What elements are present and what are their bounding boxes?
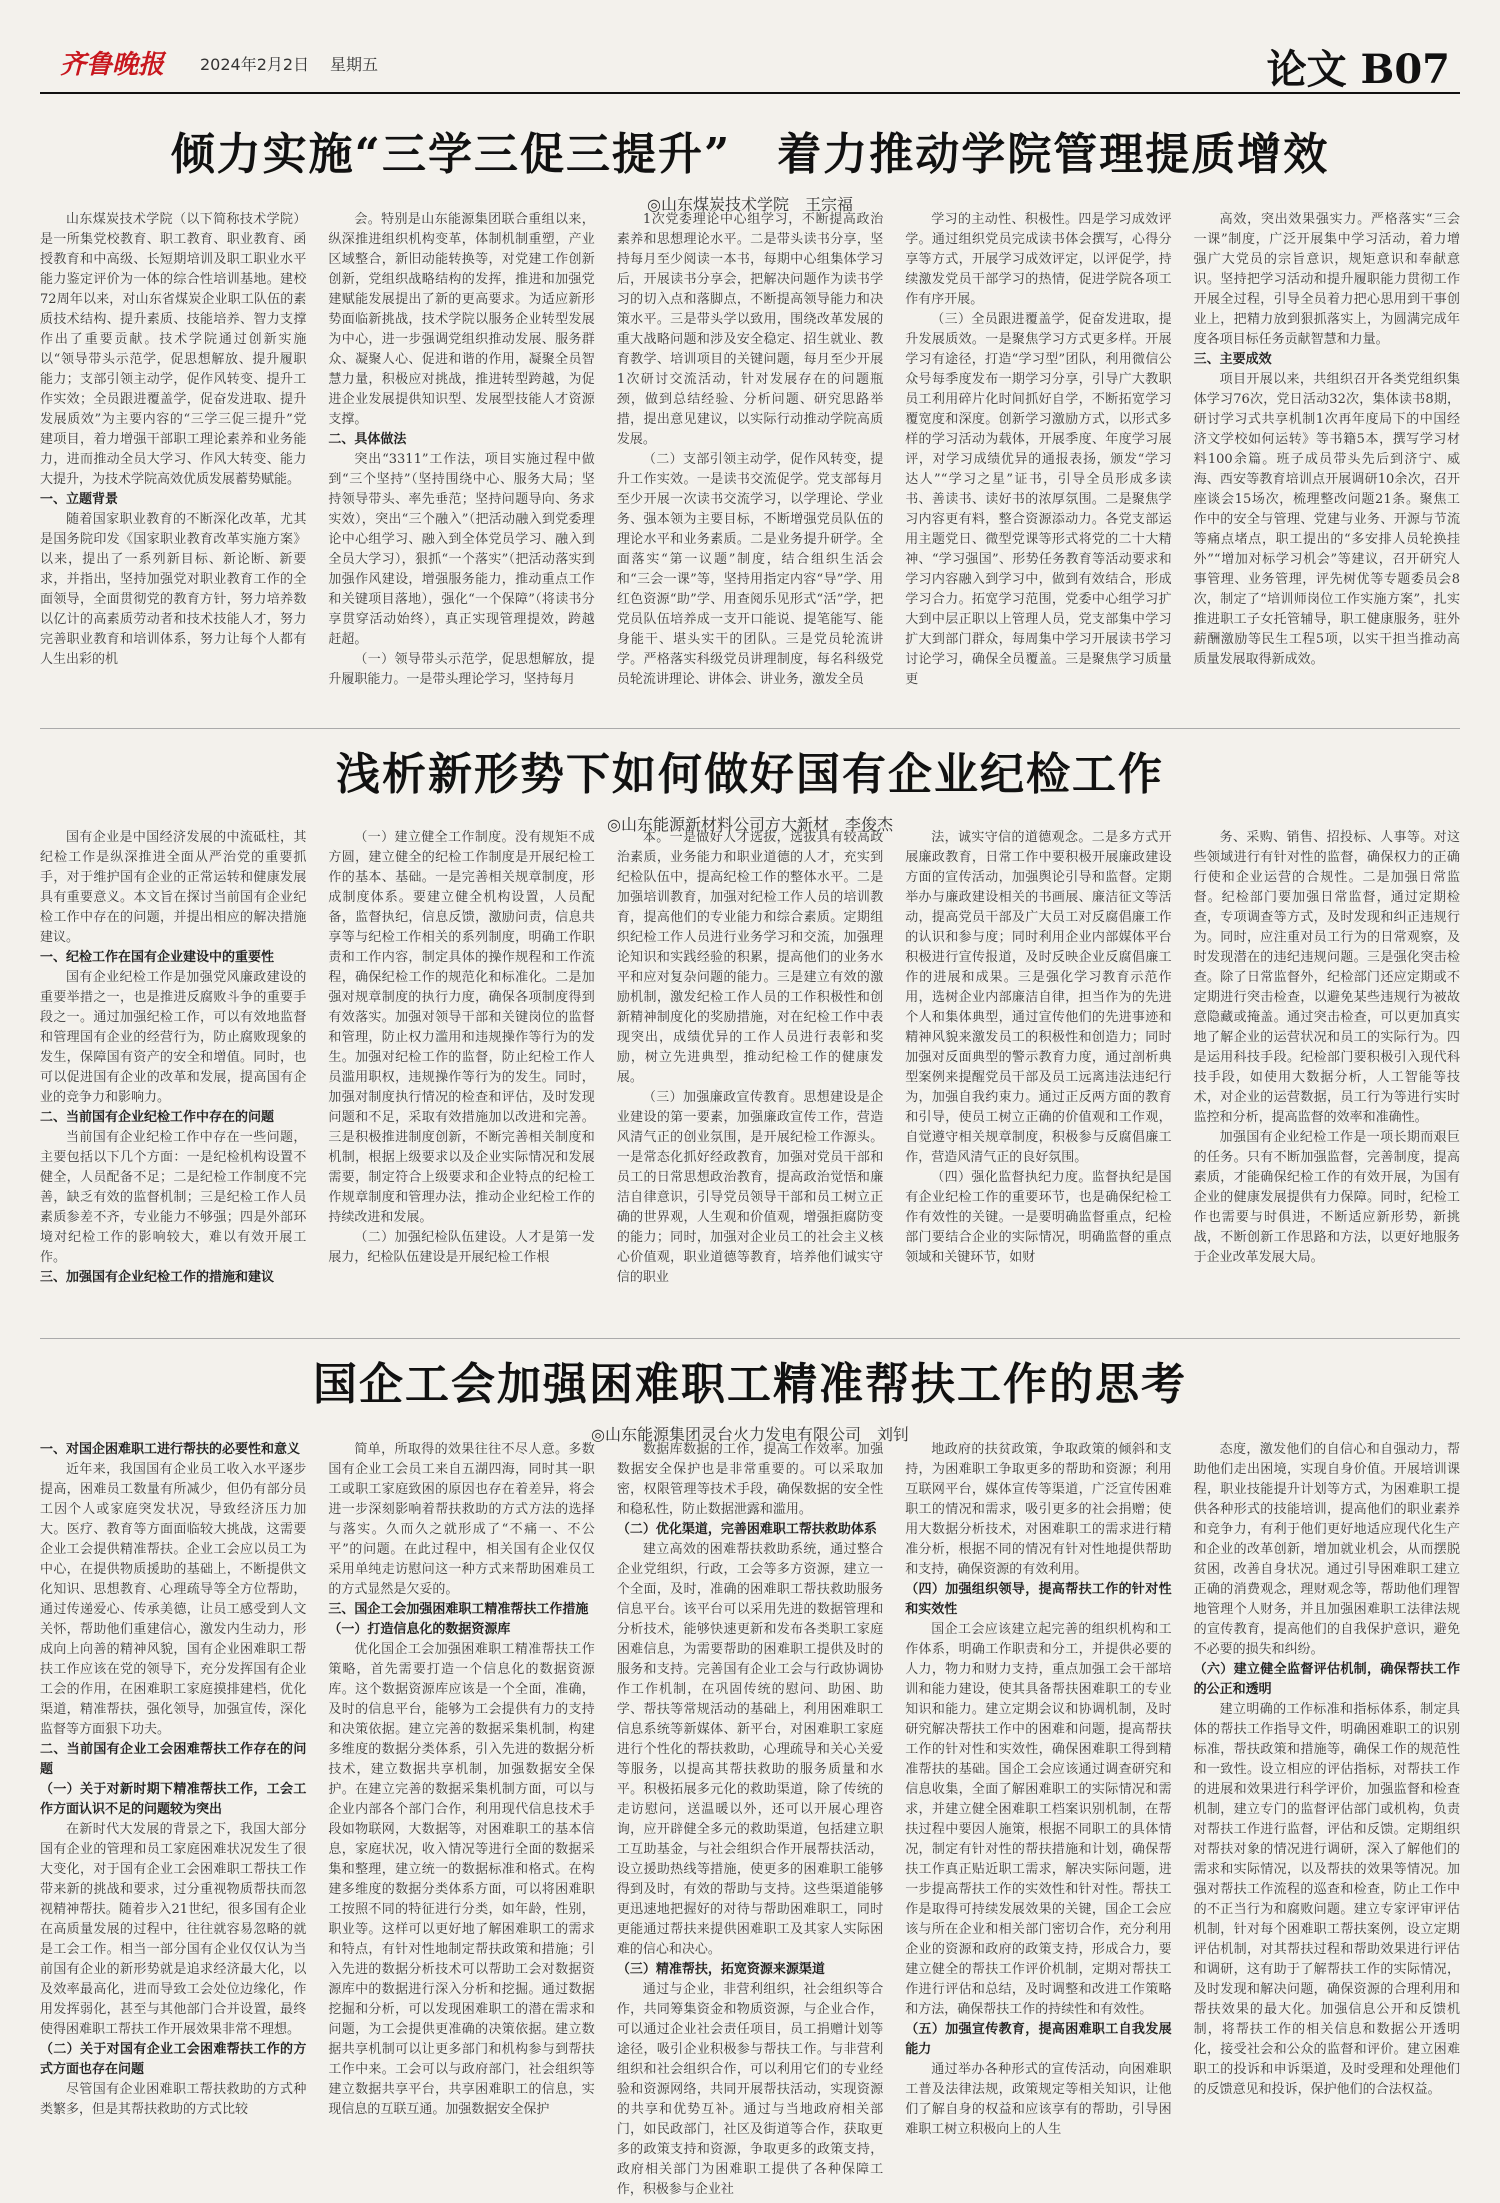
text-column xyxy=(617,828,883,1328)
text-column xyxy=(40,210,306,710)
section-heading: （六）建立健全监督评估机制，确保帮扶工作的公正和透明 xyxy=(1193,1662,1461,1697)
body-paragraph: 务、采购、销售、招投标、人事等。对这些领域进行有针对性的监督，确保权力的正确行使和企业运营的合规性。二是加强日常监督。纪检部门要加强日常监督，通过定期检查，专项调查等方式，及时发现和纠正违规行为。同时，应注重对员工行为的日常观察，及时发现潜在的违纪违规问题。三是强化突击检查。除了日常监督外，纪检部门还应定期或不定期进行突击检查，以避免某些违规行为被故意隐藏或掩盖。通过突击检查，可以更加真实地了解企业的运营状况和员工的实际行为。四是运用科技手段。纪检部门要积极引入现代科技手段，如使用大数据分析，人工智能等技术，对企业的运营数据，员工行为等进行实时监控和分析，提高监督的效率和准确性。 xyxy=(1193,830,1461,1125)
article-author: ◎山东煤炭技术学院 王宗福 xyxy=(647,195,853,214)
body-paragraph: 国有企业纪检工作是加强党风廉政建设的重要举措之一，也是推进反腐败斗争的重要手段之一。通过加强纪检工作，可以有效地监督和管理国有企业的经营行为，防止腐败现象的发生，保障国有资产的安全和增值。同时，也可以促进国有企业的改革和发展，提高国有企业的竞争力和影响力。 xyxy=(40,970,307,1105)
body-paragraph: 山东煤炭技术学院（以下简称技术学院）是一所集党校教育、职工教育、职业教育、函授教育和中高级、长短期培训及职工职业水平能力鉴定评价为一体的综合性培训基地。建校72周年以来，对山东省煤炭企业职工队伍的素质技术结构、提升素质、技能培养、智力支撑作出了重要贡献。技术学院通过创新实施以“领导带头示范学，促思想解放、提升履职能力；支部引领主动学，促作风转变、提升工作实效；全员跟进覆盖学，促奋发进取、提升发展质效”为主要内容的“三学三促三提升”党建项目，着力增强干部职工理论素养和业务能力，进而推动全员大学习、作风大转变、能力大提升，为技术学院高效优质发展蓄势赋能。 xyxy=(40,212,307,487)
body-paragraph: 通过与企业，非营利组织，社会组织等合作，共同筹集资金和物质资源，与企业合作，可以通过企业社会责任项目，员工捐赠计划等途径，吸引企业积极参与帮扶工作。与非营利组织和社会组织合作，可以利用它们的专业经验和资源网络，共同开展帮扶活动，实现资源的共享和优势互补。通过与当地政府相关部门，如民政部门，社区及街道等合作，获取更多的政策支持和资源，争取更多的政策支持，政府相关部门为困难职工提供了各种保障工作，积极参与企业社 xyxy=(616,1982,884,2197)
body-paragraph: 简单，所取得的效果往往不尽人意。多数国有企业工会员工来自五湖四海，同时其一职工或职工家庭致困的原因也存在着差异，将会进一步深刻影响着帮扶救助的方式方法的选择与落实。久而久之就形成了“不痛一、不公平”的问题。在此过程中，相关国有企业仅仅采用单纯走访慰问这一种方式来帮助困难员工的方式显然是欠妥的。 xyxy=(328,1442,595,1597)
article-3 xyxy=(40,1348,1461,2197)
section-heading: 三、加强国有企业纪检工作的措施和建议 xyxy=(40,1270,275,1285)
body-paragraph: （一）领导带头示范学，促思想解放，提升履职能力。一是带头理论学习，坚持每月 xyxy=(328,652,595,687)
text-column xyxy=(1194,1440,1460,2170)
newspaper-logo xyxy=(60,46,180,80)
body-paragraph: 通过举办各种形式的宣传活动，向困难职工普及法律法规，政策规定等相关知识，让他们了解自身的权益和应该享有的帮助，引导困难职工树立积极向上的人生 xyxy=(905,2062,1172,2137)
article-columns xyxy=(40,828,1460,1328)
article-columns xyxy=(40,210,1460,710)
body-paragraph: 建立明确的工作标准和指标体系，制定具体的帮扶工作指导文件，明确困难职工的识别标准，帮扶政策和措施等，确保工作的规范性和一致性。设立相应的评估指标，对帮扶工作的进展和效果进行科学评价，加强监督和检查机制，建立专门的监督评估部门或机构，负责对帮扶工作进行监督，评估和反馈。定期组织对帮扶对象的情况进行调研，深入了解他们的需求和实际情况，以及帮扶的效果等情况。加强对帮扶工作流程的巡查和检查，防止工作中的不正当行为和腐败问题。建立专家评审评估机制，针对每个困难职工帮扶案例，设立定期评估机制，对其帮扶过程和帮助效果进行评估和调研，这有助于了解帮扶工作的实际情况，及时发现和解决问题，确保资源的合理利用和帮扶效果的最大化。加强信息公开和反馈机制，将帮扶工作的相关信息和数据公开透明化，接受社会和公众的监督和评价。建立困难职工的投诉和申诉渠道，及时受理和处理他们的反馈意见和投诉，保护他们的合法权益。 xyxy=(1193,1702,1461,2097)
body-paragraph: 优化国企工会加强困难职工精准帮扶工作策略，首先需要打造一个信息化的数据资源库。这个数据资源库应该是一个全面，准确，及时的信息平台，能够为工会提供有力的支持和决策依据。建立完善的数据采集机制，构建多维度的数据分类体系，引入先进的数据分析技术，建立数据共享机制，加强数据安全保护。在建立完善的数据采集机制方面，可以与企业内部各个部门合作，利用现代信息技术手段如物联网，大数据等，对困难职工的基本信息，家庭状况，收入情况等进行全面的数据采集和整理，建立统一的数据标准和格式。在构建多维度的数据分类体系方面，可以将困难职工按照不同的特征进行分类，如年龄，性别，职业等。这样可以更好地了解困难职工的需求和特点，有针对性地制定帮扶政策和措施；引入先进的数据分析技术可以帮助工会对数据资源库中的数据进行深入分析和挖掘。通过数据挖掘和分析，可以发现困难职工的潜在需求和问题，为工会提供更准确的决策依据。建立数据共享机制可以让更多部门和机构参与到帮扶工作中来。工会可以与政府部门，社会组织等建立数据共享平台，共享困难职工的信息，实现信息的互联互通。加强数据安全保护 xyxy=(328,1642,595,2117)
text-column xyxy=(328,828,594,1328)
article-title: 倾力实施“三学三促三提升” 着力推动学院管理提质增效 xyxy=(170,129,1330,180)
section-heading: 一、对国企困难职工进行帮扶的必要性和意义 xyxy=(40,1442,301,1457)
body-paragraph: （三）加强廉政宣传教育。思想建设是企业建设的第一要素，加强廉政宣传工作，营造风清气正的创业氛围，是开展纪检工作源头。一是常态化抓好经政教育，加强对党员干部和员工的日常思想政治教育，提高政治觉悟和廉洁自律意识，引导党员领导干部和员工树立正确的世界观，人生观和价值观，增强拒腐防变的能力；同时，加强对企业员工的社会主义核心价值观，职业道德等教育，培养他们诚实守信的职业 xyxy=(616,1090,884,1285)
section-heading: （二）优化渠道，完善困难职工帮扶救助体系 xyxy=(616,1522,877,1537)
body-paragraph: 随着国家职业教育的不断深化改革，尤其是国务院印发《国家职业教育改革实施方案》以来，提出了一系列新目标、新论断、新要求，并指出，坚持加强党对职业教育工作的全面领导，全面贯彻党的教育方针，努力培养数以亿计的高素质劳动者和技术技能人才，努力完善职业教育和培训体系，努力让每个人都有人生出彩的机 xyxy=(40,512,307,667)
text-column xyxy=(905,1440,1171,2170)
body-paragraph: （一）建立健全工作制度。没有规矩不成方圆，建立健全的纪检工作制度是开展纪检工作的基本、基础。一是完善相关规章制度，形成制度体系。要建立健全机构设置，人员配备，监督执纪，信息反馈，激励问责，信息共享等与纪检工作相关的系列制度，明确工作职责和工作内容，制定具体的操作规程和工作流程，确保纪检工作的规范化和标准化。二是加强对规章制度的执行力度，确保各项制度得到有效落实。加强对领导干部和关键岗位的监督和管理，防止权力滥用和违规操作等行为的发生。加强对纪检工作的监督，防止纪检工作人员滥用职权，违规操作等行为的发生。同时，加强对制度执行情况的检查和评估，及时发现问题和不足，采取有效措施加以改进和完善。三是积极推进制度创新，不断完善相关制度和机制，根据上级要求以及企业实际情况和发展需要，制定符合上级要求和企业特点的纪检工作规章制度和管理办法，推动企业纪检工作的持续改进和发展。 xyxy=(328,830,595,1225)
body-paragraph: 数据库数据的工作，提高工作效率。加强数据安全保护也是非常重要的。可以采取加密，权限管理等技术手段，确保数据的安全性和稳私性，防止数据泄露和滥用。 xyxy=(616,1442,884,1517)
article-columns xyxy=(40,1440,1461,2197)
body-paragraph: 突出“3311”工作法，项目实施过程中做到“三个坚持”（坚持围绕中心、服务大局；坚持领导带头、率先垂范；坚持问题导向、务求实效），突出“三个融入”（把活动融入到党委理论中心组学习、融入到全体党员学习、融入到全员大学习），狠抓“一个落实”（把活动落实到加强作风建设，增强服务能力，推动重点工作和关键项目落地），强化“一个保障”（将读书分享贯穿活动始终），真正实现管理提效，跨越赶超。 xyxy=(328,452,595,647)
article-2 xyxy=(40,738,1460,1333)
section-heading: （四）加强组织领导，提高帮扶工作的针对性和实效性 xyxy=(905,1582,1172,1617)
section-heading: 二、当前国有企业工会困难帮扶工作存在的问题 xyxy=(40,1742,307,1777)
text-column xyxy=(328,210,594,710)
body-paragraph: 建立高效的困难帮扶救助系统，通过整合企业党组织，行政，工会等多方资源，建立一个全面，及时，准确的困难职工帮扶救助服务信息平台。该平台可以采用先进的数据管理和分析技术，能够快速更新和发布各类职工家庭困难信息，为需要帮助的困难职工提供及时的服务和支持。完善国有企业工会与行政协调协作工作机制，在巩固传统的慰问、助困、助学、帮扶等常规活动的基础上，利用困难职工信息系统等新媒体、新平台，对困难职工家庭进行个性化的帮扶救助，心理疏导和关心关爱等服务，以提高其帮扶救助的服务质量和水平。积极拓展多元化的救助渠道，除了传统的走访慰问，送温暖以外，还可以开展心理咨询，应开辟健全多元的救助渠道，包括建立职工互助基金，与社会组织合作开展帮扶活动，设立援助热线等措施，使更多的困难职工能够得到及时，有效的帮助与支持。这些渠道能够更迅速地把握好的对待与帮助困难职工，同时更能通过帮扶来提供困难职工及其家人实际困难的信心和决心。 xyxy=(616,1542,884,1957)
body-paragraph: （三）全员跟进覆盖学，促奋发进取，提升发展质效。一是聚焦学习方式更多样。开展学习有途径，打造“学习型”团队，利用微信公众号每季度发布一期学习分享，引导广大教职员工利用碎片化时间抓好自学，不断拓宽学习覆宽度和深度。创新学习激励方式，以形式多样的学习活动为载体，开展季度、年度学习展评，对学习成绩优异的通报表扬，颁发“学习达人”“学习之星”证书，引导全员形成多读书、善读书、读好书的浓厚氛围。二是聚焦学习内容更有料，整合资源添动力。各党支部运用主题党日、微型党课等形式将党的二十大精神、“学习强国”、形势任务教育等活动要求和学习内容融入到学习中，做到有效结合，形成学习合力。拓宽学习范围，党委中心组学习扩大到中层正职以上管理人员，党支部集中学习扩大到部门群众，每周集中学习开展读书学习讨论学习，确保全员覆盖。三是聚焦学习质量更 xyxy=(905,312,1172,687)
text-column xyxy=(617,210,883,710)
body-paragraph: 地政府的扶贫政策，争取政策的倾斜和支持，为困难职工争取更多的帮助和资源；利用互联网平台，媒体宣传等渠道，广泛宣传困难职工的情况和需求，吸引更多的社会捐赠；使用大数据分析技术，对困难职工的需求进行精准分析，根据不同的情况有针对性地提供帮助和支持，确保资源的有效利用。 xyxy=(905,1442,1172,1577)
article-author: ◎山东能源新材料公司方大新材 李俊杰 xyxy=(607,815,893,834)
article-author: ◎山东能源集团灵台火力发电有限公司 刘钊 xyxy=(591,1425,909,1444)
section-heading: （一）关于对新时期下精准帮扶工作，工会工作方面认识不足的问题较为突出 xyxy=(40,1782,307,1817)
body-paragraph: 态度，激发他们的自信心和自强动力，帮助他们走出困境，实现自身价值。开展培训课程，职业技能提升计划等方式，为困难职工提供各种形式的技能培训，提高他们的职业素养和竞争力，有利于他们更好地适应现代化生产和企业的改革创新，增加就业机会，从而摆脱贫困，改善自身状况。通过引导困难职工建立正确的消费观念，理财观念等，帮助他们理智地管理个人财务，并且加强困难职工法律法规的宣传教育，提高他们的自我保护意识，避免不必要的损失和纠纷。 xyxy=(1193,1442,1461,1657)
text-column xyxy=(40,828,306,1328)
body-paragraph: 项目开展以来，共组织召开各类党组织集体学习76次，党日活动32次，集体读书8期，研讨学习式共享机制1次再年度局下的中国经济文学校如何运转》等书籍5本，撰写学习材料100余篇。班子成员带头先后到济宁、威海、西安等教育培训点开展调研10余次，召开座谈会15场次，梳理整改问题21条。聚焦工作中的安全与管理、党建与业务、开源与节流等痛点堵点，职工提出的“多安排人员轮换挂外”“增加对标学习机会”等建议，召开研究人事管理、业务管理，评先树优等专题委员会8次，制定了“培训师岗位工作实施方案”，扎实推进职工子女托管辅导，职工健康服务，驻外薪酬激励等民生工程5项，以实干担当推动高质量发展取得新成效。 xyxy=(1193,372,1461,667)
section-heading: （三）精准帮扶，拓宽资源来源渠道 xyxy=(616,1962,825,1977)
body-paragraph: 当前国有企业纪检工作中存在一些问题，主要包括以下几个方面：一是纪检机构设置不健全，人员配备不足；二是纪检工作制度不完善，缺乏有效的监督机制；三是纪检工作人员素质参差不齐，专业能力不够强；四是外部环境对纪检工作的影响较大，难以有效开展工作。 xyxy=(40,1130,307,1265)
section-heading: 二、当前国有企业纪检工作中存在的问题 xyxy=(40,1110,275,1125)
body-paragraph: （四）强化监督执纪力度。监督执纪是国有企业纪检工作的重要环节，也是确保纪检工作有效性的关键。一是要明确监督重点，纪检部门要结合企业的实际情况，明确监督的重点领域和关键环节，如财 xyxy=(905,1170,1172,1265)
body-paragraph: 高效，突出效果强实力。严格落实“三会一课”制度，广泛开展集中学习活动，着力增强广大党员的宗旨意识，规矩意识和奉献意识。坚持把学习活动和提升履职能力贯彻工作开展全过程，引导全员着力把心思用到干事创业上，把精力放到狠抓落实上，为圆满完成年度各项目标任务贡献智慧和力量。 xyxy=(1193,212,1461,347)
body-paragraph: 尽管国有企业困难职工帮扶救助的方式种类繁多，但是其帮扶救助的方式比较 xyxy=(40,2082,307,2117)
text-column xyxy=(905,828,1171,1328)
section-heading: 三、国企工会加强困难职工精准帮扶工作措施 xyxy=(328,1602,589,1617)
section-page-label: 论文 B07 xyxy=(1266,46,1450,93)
text-column xyxy=(616,1440,884,2197)
article-1 xyxy=(40,118,1460,718)
issue-date: 2024年2月2日 xyxy=(200,55,310,74)
body-paragraph: 近年来，我国国有企业员工收入水平逐步提高，困难员工数量有所减少，但仍有部分员工因个人或家庭突发状况，导致经济压力加大。医疗、教育等方面面临较大挑战，这需要企业工会提供精准帮扶。企业工会应以员工为中心，在提供物质援助的基础上，不断提供文化知识、思想教育、心理疏导等全方位帮助，通过传递爱心、传承美德，让员工感受到人文关怀，帮助他们重建信心，激发内生动力，形成向上向善的精神风貌，国有企业困难职工帮扶工作应该在党的领导下，充分发挥国有企业工会的作用，在困难职工家庭摸排建档，优化渠道，精准帮扶，强化领导，加强宣传，深化监督等方面狠下功夫。 xyxy=(40,1462,307,1737)
text-column xyxy=(1194,828,1460,1328)
body-paragraph: 学习的主动性、积极性。四是学习成效评学。通过组织党员完成读书体会撰写，心得分享等方式，开展学习成效评定，以评促学，持续激发党员干部学习的热情，促进学院各项工作有序开展。 xyxy=(905,212,1172,307)
section-heading: 三、主要成效 xyxy=(1193,352,1272,367)
section-heading: 一、立题背景 xyxy=(40,492,119,507)
body-paragraph: 本。一是做好人才选拔，选拔具有较高政治素质，业务能力和职业道德的人才，充实到纪检队伍中，提高纪检工作的整体水平。二是加强培训教育，加强对纪检工作人员的培训教育，提高他们的专业能力和综合素质。定期组织纪检工作人员进行业务学习和交流，加强理论知识和实践经验的积累，提高他们的业务水平和应对复杂问题的能力。三是建立有效的激励机制，激发纪检工作人员的工作积极性和创新精神制度化的奖励措施，对在纪检工作中表现突出，成绩优异的工作人员进行表彰和奖励，树立先进典型，推动纪检工作的健康发展。 xyxy=(616,830,884,1085)
section-heading: 一、纪检工作在国有企业建设中的重要性 xyxy=(40,950,275,965)
body-paragraph: 法，诚实守信的道德观念。二是多方式开展廉政教育，日常工作中要积极开展廉政建设方面的宣传活动，加强舆论引导和监督。定期举办与廉政建设相关的书画展、廉洁征文等活动，提高党员干部及广大员工对反腐倡廉工作的认识和参与度；同时利用企业内部媒体平台积极进行宣传报道，及时反映企业反腐倡廉工作的进展和成果。三是强化学习教育示范作用，选树企业内部廉洁自律，担当作为的先进个人和集体典型，通过宣传他们的先进事迹和精神风貌来激发员工的积极性和创造力；同时加强对反面典型的警示教育力度，通过剖析典型案例来提醒党员干部及员工远离违法违纪行为，加强自我约束力。通过正反两方面的教育和引导，使员工树立正确的价值观和工作观，自觉遵守相关规章制度，积极参与反腐倡廉工作，营造风清气正的良好氛围。 xyxy=(905,830,1172,1165)
issue-weekday: 星期五 xyxy=(330,55,379,74)
section-heading: （二）关于对国有企业工会困难帮扶工作的方式方面也存在问题 xyxy=(40,2042,307,2077)
body-paragraph: 在新时代大发展的背景之下，我国大部分国有企业的管理和员工家庭困难状况发生了很大变化，对于国有企业工会困难职工帮扶工作带来新的挑战和要求，过分重视物质帮扶而忽视精神帮扶。随着步入21世纪，很多国有企业在高质量发展的过程中，往往就容易忽略的就是工会工作。相当一部分国有企业仅仅认为当前国有企业的新形势就是追求经济最大化，以及效率最高化，进而导致工会处位边缘化，作用发挥弱化，甚至与其他部门合并设置，最终使得困难职工帮扶工作开展效果非常不理想。 xyxy=(40,1822,307,2037)
article-divider xyxy=(40,1338,1460,1339)
body-paragraph: 国企工会应该建立起完善的组织机构和工作体系，明确工作职责和分工，并提供必要的人力，物力和财力支持，重点加强工会干部培训和能力建设，使其具备帮扶困难职工的专业知识和能力。建立定期会议和协调机制，及时研究解决帮扶工作中的困难和问题，提高帮扶工作的针对性和实效性，确保困难职工得到精准帮扶的基础。国企工会应该通过调查研究和信息收集，全面了解困难职工的实际情况和需求，并建立健全困难职工档案识别机制，在帮扶过程中要因人施策，根据不同职工的具体情况，制定有针对性的帮扶措施和计划，确保帮扶工作真正贴近职工需求，解决实际问题，进一步提高帮扶工作的实效性和针对性。帮扶工作是取得可持续发展效果的关键，国企工会应该与所在企业和相关部门密切合作，充分利用企业的资源和政府的政策支持，形成合力，要建立健全的帮扶工作评价机制，定期对帮扶工作进行评估和总结，及时调整和改进工作策略和方法，确保帮扶工作的持续性和有效性。 xyxy=(905,1622,1172,2017)
text-column xyxy=(40,1440,306,2170)
section-heading: 二、具体做法 xyxy=(328,432,407,447)
section-heading: （一）打造信息化的数据资源库 xyxy=(328,1622,511,1637)
body-paragraph: 加强国有企业纪检工作是一项长期而艰巨的任务。只有不断加强监督，完善制度，提高素质，才能确保纪检工作的有效开展，为国有企业的健康发展提供有力保障。同时，纪检工作也需要与时俱进，不断适应新形势，新挑战，不断创新工作思路和方法，以更好地服务于企业改革发展大局。 xyxy=(1193,1130,1461,1265)
body-paragraph: （二）加强纪检队伍建设。人才是第一发展力，纪检队伍建设是开展纪检工作根 xyxy=(328,1230,595,1265)
body-paragraph: 国有企业是中国经济发展的中流砥柱，其纪检工作是纵深推进全面从严治党的重要抓手，对于维护国有企业的正常运转和健康发展具有重要意义。本文旨在探讨当前国有企业纪检工作中存在的问题，并提出相应的解决措施建议。 xyxy=(40,830,307,945)
text-column xyxy=(1194,210,1460,710)
text-column xyxy=(905,210,1171,710)
article-title: 浅析新形势下如何做好国有企业纪检工作 xyxy=(336,749,1164,800)
section-heading: （五）加强宣传教育，提高困难职工自我发展能力 xyxy=(905,2022,1172,2057)
svg-text:齐鲁晚报: 齐鲁晚报 xyxy=(60,50,165,80)
body-paragraph: 1次党委理论中心组学习，不断提高政治素养和思想理论水平。二是带头读书分享，坚持每月至少阅读一本书，每期中心组集体学习后，开展读书分享会，把解决问题作为读书学习的切入点和落脚点，不断提高领导能力和决策水平。三是带头学以致用，围绕改革发展的重大战略问题和涉及安全稳定、招生就业、教育教学、培训项目的关键问题，每月至少开展1次研讨交流活动，针对发展存在的问题瓶颈，做到总结经验、分析问题、研究思路举措，提出意见建议，以实际行动推动学院高质发展。 xyxy=(616,212,884,447)
article-divider xyxy=(40,728,1460,729)
body-paragraph: （二）支部引领主动学，促作风转变，提升工作实效。一是读书交流促学。党支部每月至少开展一次读书交流学习，以学理论、学业务、强本领为主要目标，不断增强党员队伍的理论水平和业务素质。二是业务提升研学。全面落实“第一议题”制度，结合组织生活会和“三会一课”等，坚持用指定内容“导”学、用红色资源“助”学、用查阅乐见形式“活”学，把党员队伍培养成一支开口能说、提笔能写、能身能干、堪头实干的团队。三是党员轮流讲学。严格落实科级党员讲理制度，每名科级党员轮流讲理论、讲体会、讲业务，激发全员 xyxy=(616,452,884,687)
masthead-rule xyxy=(40,92,1460,94)
article-title: 国企工会加强困难职工精准帮扶工作的思考 xyxy=(313,1359,1187,1410)
text-column xyxy=(328,1440,594,2170)
masthead xyxy=(40,38,1460,94)
body-paragraph: 会。特别是山东能源集团联合重组以来，纵深推进组织机构变革，体制机制重塑，产业区域整合，新旧动能转换等，对党建工作创新创新，党组织战略结构的发挥，推进和加强党建赋能发展提出了新的更高要求。为适应新形势面临新挑战，技术学院以服务企业转型发展为中心，进一步强调党组织推动发展、服务群众、凝聚人心、促进和谐的作用，凝聚全员智慧力量，积极应对挑战，推进转型跨越，为促进企业发展提供知识型、发展型技能人才资源支撑。 xyxy=(328,212,595,427)
